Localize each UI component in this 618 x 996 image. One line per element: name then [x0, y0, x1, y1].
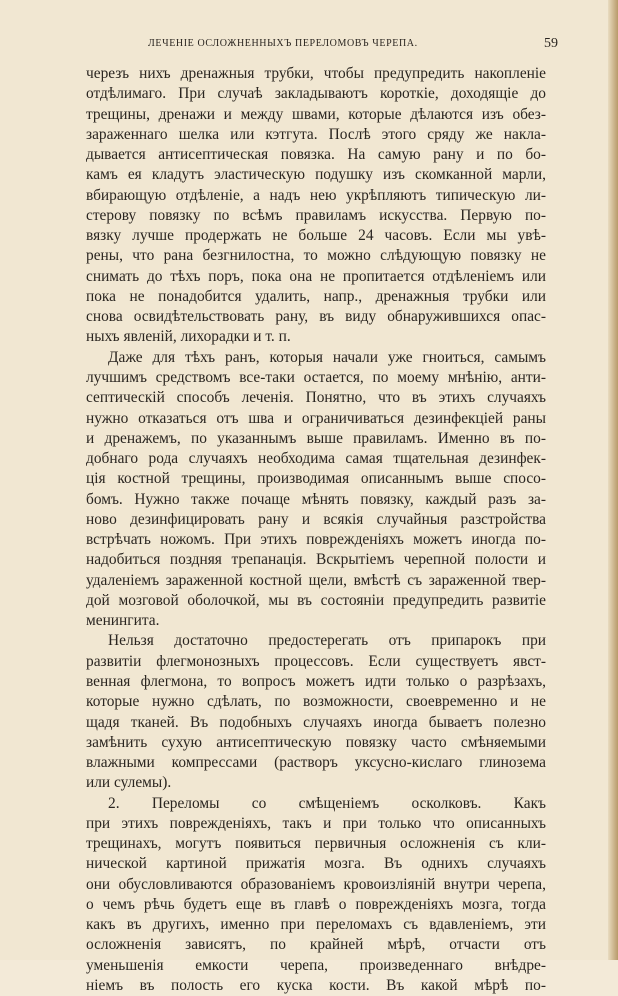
text-line: влажными компрессами (растворъ уксусно-кислаго глинозема [86, 754, 546, 772]
text-line: нической картиной прижатія мозга. Въ однихъ случаяхъ [86, 855, 546, 873]
body-text [86, 64, 546, 996]
text-line: снимать до тѣхъ поръ, пока она не пропитается отдѣленіемъ или [86, 267, 546, 285]
text-line: дой мозговой оболочкой, мы въ состояніи предупредить развитіе [86, 591, 546, 609]
text-line: ніемъ въ полость его куска кости. Въ какой мѣрѣ по- [86, 976, 546, 994]
text-line: уменьшенія емкости черепа, произведеннаго внѣдре- [86, 956, 546, 974]
text-line: бомъ. Нужно также почаще мѣнять повязку, каждый разъ за- [86, 490, 546, 508]
text-line: менингита. [86, 612, 160, 630]
text-line: надобиться поздняя трепанація. Вскрытіемъ черепной полости и [86, 551, 546, 569]
text-line: септическій способъ леченія. Понятно, что въ этихъ случаяхъ [86, 389, 546, 407]
text-line: отдѣлимаго. При случаѣ закладываютъ короткіе, доходящіе до [86, 85, 546, 103]
text-line: вязку лучше продержать не больше 24 часовъ. Если мы увѣ- [86, 227, 546, 245]
text-line: ція костной трещины, производимая описаннымъ выше спосо- [86, 470, 546, 488]
text-line: нужно отказаться отъ шва и ограничиваться дезинфекціей раны [86, 409, 546, 427]
text-line: черезъ нихъ дренажныя трубки, чтобы предупредить накопленіе [86, 65, 546, 82]
text-line: и дренажемъ, по указаннымъ выше правиламъ. Именно въ по- [86, 429, 546, 447]
text-line: которые нужно сдѣлать, по возможности, своевременно и не [86, 693, 546, 711]
text-line: встрѣчать ножомъ. При этихъ поврежденіяхъ можетъ иногда по- [86, 531, 546, 549]
text-line: рены, что рана безгнилостна, то можно слѣдующую повязку не [86, 247, 546, 265]
text-line: осложненія зависятъ, по крайней мѣрѣ, отчасти отъ [86, 936, 546, 954]
page-number: 59 [544, 36, 558, 51]
text-line: добнаго рода случаяхъ необходима самая тщательная дезинфек- [86, 450, 546, 468]
running-head: ЛЕЧЕНІЕ ОСЛОЖНЕННЫХЪ ПЕРЕЛОМОВЪ ЧЕРЕПА. [148, 38, 418, 49]
text-line: лучшимъ средствомъ все-таки остается, по моему мнѣнію, анти- [86, 368, 546, 386]
text-line: снова освидѣтельствовать рану, въ виду обнаружившихся опас- [86, 308, 546, 326]
text-line: трещины, дренажи и между швами, которые дѣлаются изъ обез- [86, 105, 546, 123]
text-line: дывается антисептическая повязка. На самую рану и по бо- [86, 146, 546, 164]
text-line: ново дезинфицировать рану и всякія случайныя разстройства [86, 510, 546, 528]
text-line: венная флегмона, то вопросъ можетъ идти только о разрѣзахъ, [86, 672, 546, 690]
text-line: какъ въ другихъ, именно при переломахъ съ вдавленіемъ, эти [86, 916, 546, 934]
text-line: или сулемы). [86, 774, 172, 792]
page-edge [608, 0, 618, 960]
text-line: они обусловливаются образованіемъ кровоизліяній внутри черепа, [86, 875, 546, 893]
text-line: замѣнить сухую антисептическую повязку часто смѣняемыми [86, 733, 546, 751]
text-line: Нельзя достаточно предостерегать отъ припарокъ при [108, 632, 546, 650]
text-line: стерову повязку по всѣмъ правиламъ искусства. Первую по- [86, 206, 546, 224]
text-line: вбирающую отдѣленіе, а надъ нею укрѣпляютъ типическую ли- [86, 186, 546, 204]
page-header [88, 36, 558, 54]
text-line: при этихъ поврежденіяхъ, такъ и при только что описанныхъ [86, 814, 546, 832]
text-line: камъ ея кладутъ эластическую подушку изъ скомканной марли, [86, 166, 546, 184]
text-line: удаленіемъ зараженной костной щели, вмѣстѣ съ зараженной твер- [86, 571, 546, 589]
text-line: пока не понадобится удалить, напр., дренажныя трубки или [86, 287, 546, 305]
text-line: ныхъ явленій, лихорадки и т. п. [86, 328, 291, 346]
text-line: зараженнаго шелка или кэтгута. Послѣ этого сряду же накла- [86, 125, 546, 143]
text-line: Даже для тѣхъ ранъ, которыя начали уже гноиться, самымъ [108, 348, 546, 366]
text-line: о чемъ рѣчь будетъ еще въ главѣ о поврежденіяхъ мозга, тогда [86, 895, 546, 913]
text-line: щадя тканей. Въ подобныхъ случаяхъ иногда бываетъ полезно [86, 713, 546, 731]
text-line: 2. Переломы со смѣщеніемъ осколковъ. Какъ [108, 794, 546, 812]
text-line: развитіи флегмонозныхъ процессовъ. Если существуетъ явст- [86, 652, 546, 670]
text-line: трещинахъ, могутъ появиться первичныя осложненія съ кли- [86, 835, 546, 853]
